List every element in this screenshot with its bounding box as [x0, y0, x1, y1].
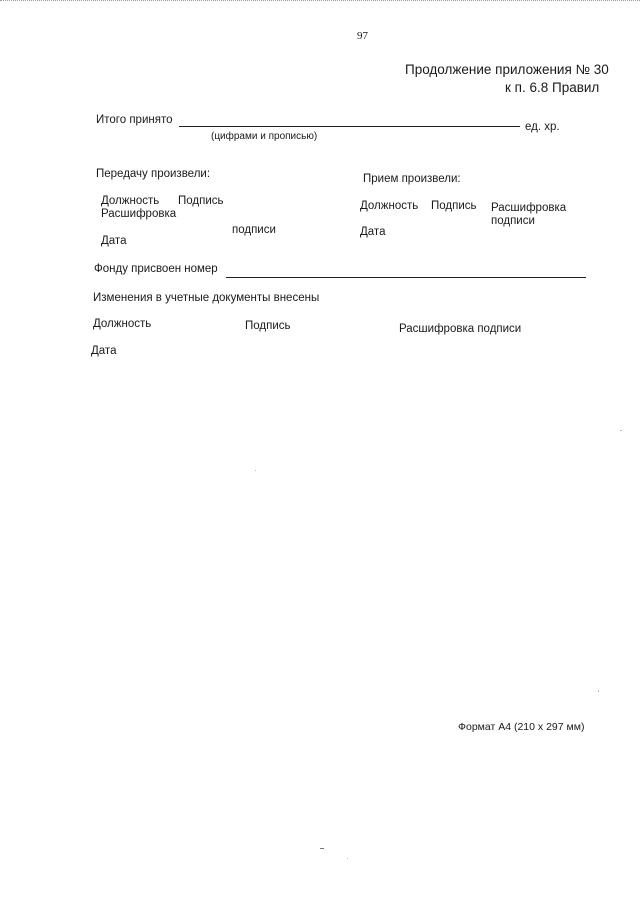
fund-number-label: Фонду присвоен номер: [94, 263, 218, 275]
appendix-reference: к п. 6.8 Правил: [505, 80, 600, 95]
receive-decode-2: подписи: [491, 215, 535, 227]
receive-decode: Расшифровка: [491, 202, 567, 214]
changes-signature: Подпись: [245, 320, 291, 332]
fund-number-line[interactable]: [226, 277, 586, 278]
receive-position: Должность: [360, 200, 419, 212]
total-line[interactable]: [179, 126, 520, 127]
transfer-signature: Подпись: [178, 195, 224, 207]
changes-date: Дата: [91, 345, 117, 357]
scan-speck: [347, 858, 348, 859]
total-hint: (цифрами и прописью): [211, 131, 318, 142]
changes-title: Изменения в учетные документы внесены: [93, 292, 320, 304]
receive-date: Дата: [360, 226, 386, 238]
changes-position: Должность: [93, 318, 152, 330]
transfer-decode: Расшифровка: [101, 208, 177, 220]
changes-decode: Расшифровка подписи: [399, 323, 522, 335]
appendix-title: Продолжение приложения № 30: [405, 62, 609, 77]
scan-speck: [620, 430, 622, 431]
scan-speck: [320, 848, 324, 849]
scan-speck: [255, 470, 256, 471]
receive-title: Прием произвели:: [363, 173, 461, 185]
total-label: Итого принято: [96, 114, 173, 126]
scan-speck: [598, 690, 599, 692]
receive-signature: Подпись: [431, 200, 477, 212]
scan-edge: [0, 0, 640, 4]
transfer-title: Передачу произвели:: [96, 168, 211, 180]
transfer-position: Должность: [101, 195, 160, 207]
transfer-date: Дата: [101, 235, 127, 247]
paper-format-note: Формат А4 (210 х 297 мм): [458, 721, 585, 733]
page-number: 97: [357, 30, 368, 42]
transfer-decode-2: подписи: [232, 224, 276, 236]
total-unit: ед. хр.: [525, 121, 560, 133]
